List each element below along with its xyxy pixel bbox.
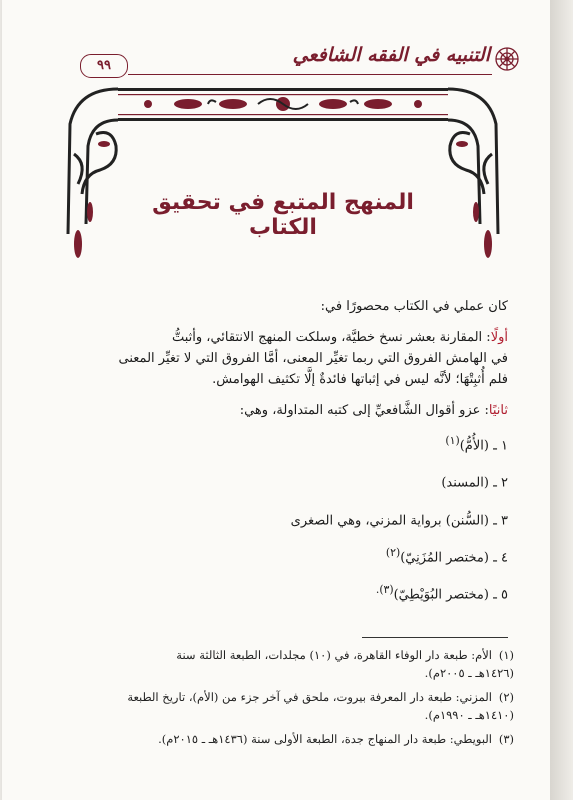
footnote: (٢)المزني: طبعة دار المعرفة بيروت، ملحق في آخر جزء من (الأم)، تاريخ الطبعة (١٤١٠هـ ـ ١٩٩٠م). — [127, 690, 514, 722]
first-line-1: : المقارنة بعشر نسخ خطيَّة، وسلكت المنهج الانتقائي، وأثبتُّ — [171, 330, 491, 345]
footnote: (١)الأم: طبعة دار الوفاء القاهرة، في (١٠) مجلدات، الطبعة الثالثة سنة (١٤٢٦هـ ـ ٢٠٠٥م). — [176, 648, 514, 680]
page-edge — [550, 0, 573, 800]
page-number: ٩٩ — [80, 54, 128, 78]
first-label: أولًا — [490, 330, 508, 345]
footnotes — [68, 646, 514, 754]
chapter-title: المنهج المتبع في تحقيق الكتاب — [152, 190, 414, 240]
ornamental-frame — [58, 84, 508, 269]
second-point — [68, 400, 508, 421]
first-point — [68, 327, 508, 348]
list-item: ٤ ـ (مختصر المُزَنِيّ)$^{(٢)}$ — [385, 545, 508, 566]
intro-paragraph: كان عملي في الكتاب محصورًا في: — [320, 299, 508, 314]
book-page — [2, 0, 550, 800]
list-item: ٢ ـ (المسند) — [441, 475, 508, 491]
second-label: ثانيًا — [488, 403, 508, 418]
first-line-3: فلم أُثبِتْهَا؛ لأنَّه ليس في إثباتها فائدةٌ إلَّا تكثيف الهوامش. — [212, 372, 508, 387]
second-text: : عزو أقوال الشَّافعيِّ إلى كتبه المتداولة، وهي: — [239, 403, 489, 418]
running-header — [80, 44, 520, 78]
first-line-2: في الهامش الفروق التي ربما تغيِّر المعنى، أمَّا الفروق التي لا تغيِّر المعنى — [118, 351, 508, 366]
main-text — [68, 296, 508, 618]
header-rule — [128, 74, 492, 75]
footnote-separator — [362, 637, 508, 638]
rosette-ornament-icon — [494, 46, 520, 72]
list-item: ١ ـ (الأُمُّ)$^{(١)}$ — [445, 434, 508, 454]
book-title: التنبيه في الفقه الشافعي — [292, 44, 490, 66]
list-item: ٥ ـ (مختصر البُوَيْطِيّ)$^{(٣).}$ — [375, 583, 508, 603]
list-item: ٣ ـ (السُّنن) برواية المزني، وهي الصغرى — [290, 512, 508, 528]
footnote: (٣)البويطي: طبعة دار المنهاج جدة، الطبعة الأولى سنة (١٤٣٦هـ ـ ٢٠١٥م). — [158, 732, 514, 746]
